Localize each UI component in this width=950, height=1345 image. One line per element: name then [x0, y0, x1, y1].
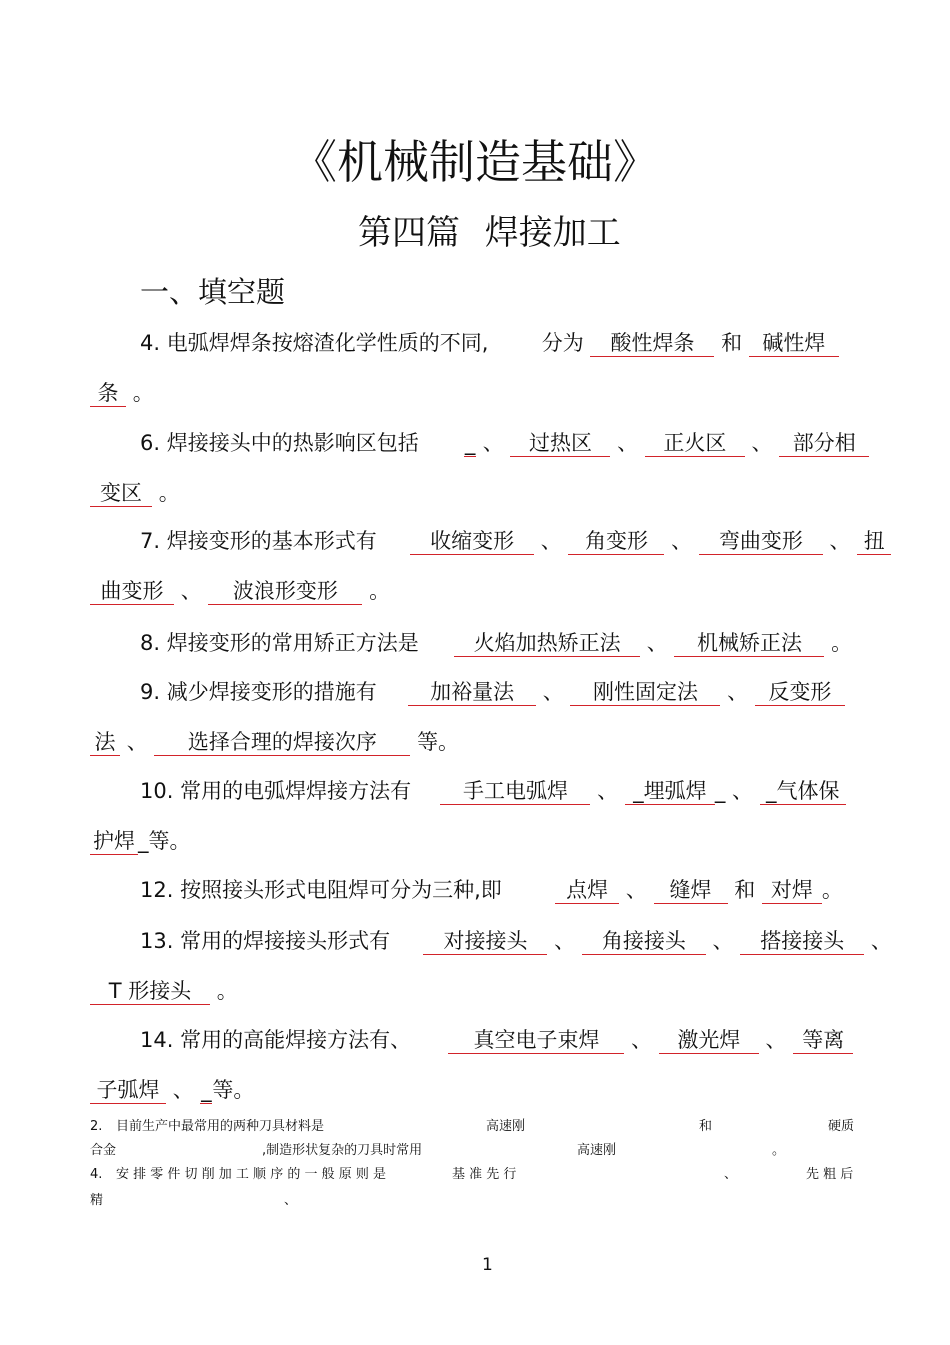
separator: 、 — [671, 529, 693, 553]
separator: 、 — [751, 431, 773, 455]
question-number: 9. — [140, 680, 161, 704]
question-text: 按照接头形式电阻焊可分为三种,即 — [180, 878, 502, 902]
small-q4-number: 4. — [90, 1167, 103, 1182]
separator: 、 — [829, 529, 851, 553]
question-9-line1 — [140, 677, 845, 707]
question-7-line1 — [140, 526, 891, 556]
answer-blank: 部分相 — [779, 430, 869, 457]
answer-blank: 真空电子束焊 — [448, 1027, 624, 1054]
answer-blank: 子弧焊 — [90, 1077, 166, 1104]
question-text: 焊接变形的基本形式有 — [166, 529, 377, 553]
punctuation: 。 — [132, 381, 154, 405]
question-8-line1 — [140, 628, 852, 658]
answer-blank: 曲变形 — [90, 578, 174, 605]
answer-blank: 激光焊 — [659, 1027, 759, 1054]
answer-blank: 反变形 — [755, 679, 845, 706]
answer-blank: 条 — [90, 380, 126, 407]
answer-blank: 等离 — [793, 1027, 853, 1054]
separator: 、 — [870, 929, 892, 953]
separator: 、 — [712, 929, 734, 953]
answer-blank: 弯曲变形 — [699, 528, 823, 555]
answer-blank: 搭接接头 — [740, 928, 864, 955]
question-14-line1 — [140, 1025, 853, 1055]
question-number: 14. — [140, 1028, 174, 1052]
separator: 、 — [727, 680, 749, 704]
question-text: 焊接接头中的热影响区包括 — [166, 431, 419, 455]
answer-blank: _埋弧焊 — [625, 778, 715, 805]
small-q4-separator: 、 — [724, 1167, 738, 1182]
separator: 、 — [180, 579, 202, 603]
separator: 、 — [631, 1028, 653, 1052]
question-text: 焊接变形的常用矫正方法是 — [166, 631, 419, 655]
answer-blank: 加裕量法 — [408, 679, 536, 706]
answer-blank: 法 — [90, 729, 120, 756]
question-number: 12. — [140, 878, 174, 902]
answer-blank: 收缩变形 — [410, 528, 534, 555]
separator: 、 — [597, 779, 619, 803]
separator: 、 — [126, 730, 148, 754]
answer-blank: 火焰加热矫正法 — [454, 630, 640, 657]
question-6-line1 — [140, 428, 869, 458]
answer-blank: 过热区 — [510, 430, 610, 457]
separator: 、 — [646, 631, 668, 655]
punctuation: 。 — [821, 878, 843, 902]
answer-blank: 酸性焊条 — [590, 330, 714, 357]
answer-blank: 波浪形变形 — [208, 578, 362, 605]
question-text: 常用的焊接接头形式有 — [180, 929, 391, 953]
answer-blank: 点焊 — [555, 877, 619, 904]
punctuation: 。 — [831, 631, 853, 655]
punctuation: 等。 — [417, 730, 460, 754]
punctuation: 。 — [216, 979, 238, 1003]
answer-blank: 扭 — [857, 528, 891, 555]
answer-blank: 变区 — [90, 480, 152, 507]
connector-text: 和 — [734, 878, 756, 902]
question-12-line1 — [140, 875, 843, 905]
separator: 、 — [617, 431, 639, 455]
small-q2-answer1: 高速刚 — [486, 1119, 526, 1134]
question-14-line2 — [90, 1075, 254, 1105]
answer-blank: 对接接头 — [423, 928, 547, 955]
question-number: 13. — [140, 929, 174, 953]
separator: 、 — [482, 431, 504, 455]
answer-blank: 正火区 — [645, 430, 745, 457]
punctuation: 等。 — [212, 1078, 255, 1102]
question-text: 常用的高能焊接方法有、 — [180, 1028, 412, 1052]
question-text: 电弧焊焊条按熔渣化学性质的不同, — [166, 331, 489, 355]
answer-blank: _气体保 — [760, 778, 846, 805]
question-4-line2 — [90, 378, 154, 408]
small-q4-answer1: 基 准 先 行 — [452, 1167, 517, 1182]
question-text: 减少焊接变形的措施有 — [166, 680, 377, 704]
question-13-line1 — [140, 926, 892, 956]
small-q2-text: 目前生产中最常用的两种刀具材料是 — [116, 1119, 325, 1134]
punctuation: 。 — [369, 579, 391, 603]
small-q4-answer2b: 精 — [90, 1193, 104, 1208]
answer-blank: 碱性焊 — [749, 330, 839, 357]
separator: 、 — [542, 680, 564, 704]
question-9-line2 — [90, 727, 459, 757]
separator: 、 — [765, 1028, 787, 1052]
question-10-line1 — [140, 776, 846, 806]
connector-text: 和 — [721, 331, 743, 355]
answer-blank: T 形接头 — [90, 978, 210, 1005]
small-q2-text2: ,制造形状复杂的刀具时常用 — [262, 1143, 423, 1158]
question-text: 分为 — [541, 331, 584, 355]
answer-blank: 护焊 — [90, 828, 138, 855]
answer-blank: 角接接头 — [582, 928, 706, 955]
answer-blank: 手工电弧焊 — [440, 778, 590, 805]
answer-blank: 对焊 — [762, 877, 822, 904]
small-q4-separator2: 、 — [284, 1193, 298, 1208]
separator: 、 — [554, 929, 576, 953]
question-number: 10. — [140, 779, 174, 803]
question-6-line2 — [90, 478, 180, 508]
question-13-line2 — [90, 976, 238, 1006]
answer-blank: 选择合理的焊接次序 — [154, 729, 410, 756]
small-q2-answer2b: 合金 — [90, 1143, 117, 1158]
small-q4-answer2a: 先 粗 后 — [806, 1167, 854, 1182]
question-number: 6. — [140, 431, 161, 455]
small-q2-number: 2. — [90, 1119, 103, 1134]
chapter-subtitle: 第四篇 焊接加工 — [358, 213, 621, 253]
answer-blank: 缝焊 — [654, 877, 728, 904]
separator: 、 — [625, 878, 647, 902]
question-number: 8. — [140, 631, 161, 655]
separator: 、 — [172, 1078, 194, 1102]
small-q2-answer2a: 硬质 — [828, 1119, 855, 1134]
page-number: 1 — [482, 1255, 493, 1275]
punctuation: _等。 — [138, 829, 191, 853]
small-q2-end: 。 — [772, 1143, 786, 1158]
small-q2-and: 和 — [699, 1119, 713, 1134]
underscore: _ — [714, 779, 726, 803]
separator: 、 — [732, 779, 754, 803]
answer-blank: 机械矫正法 — [674, 630, 824, 657]
question-7-line2 — [90, 576, 390, 606]
question-text: 常用的电弧焊焊接方法有 — [180, 779, 412, 803]
small-q4-text: 安 排 零 件 切 削 加 工 顺 序 的 一 般 原 则 是 — [116, 1167, 386, 1182]
question-10-line2 — [90, 826, 191, 856]
answer-blank: _ — [464, 431, 476, 455]
answer-blank: 刚性固定法 — [570, 679, 720, 706]
small-q2-answer3: 高速刚 — [577, 1143, 617, 1158]
answer-blank: 角变形 — [568, 528, 664, 555]
question-number: 4. — [140, 331, 161, 355]
punctuation: 。 — [158, 481, 180, 505]
question-4-line1 — [140, 328, 839, 358]
separator: 、 — [540, 529, 562, 553]
answer-blank: _ — [201, 1078, 212, 1102]
question-number: 7. — [140, 529, 161, 553]
document-title: 《机械制造基础》 — [291, 135, 659, 189]
section-heading: 一、填空题 — [140, 275, 286, 309]
